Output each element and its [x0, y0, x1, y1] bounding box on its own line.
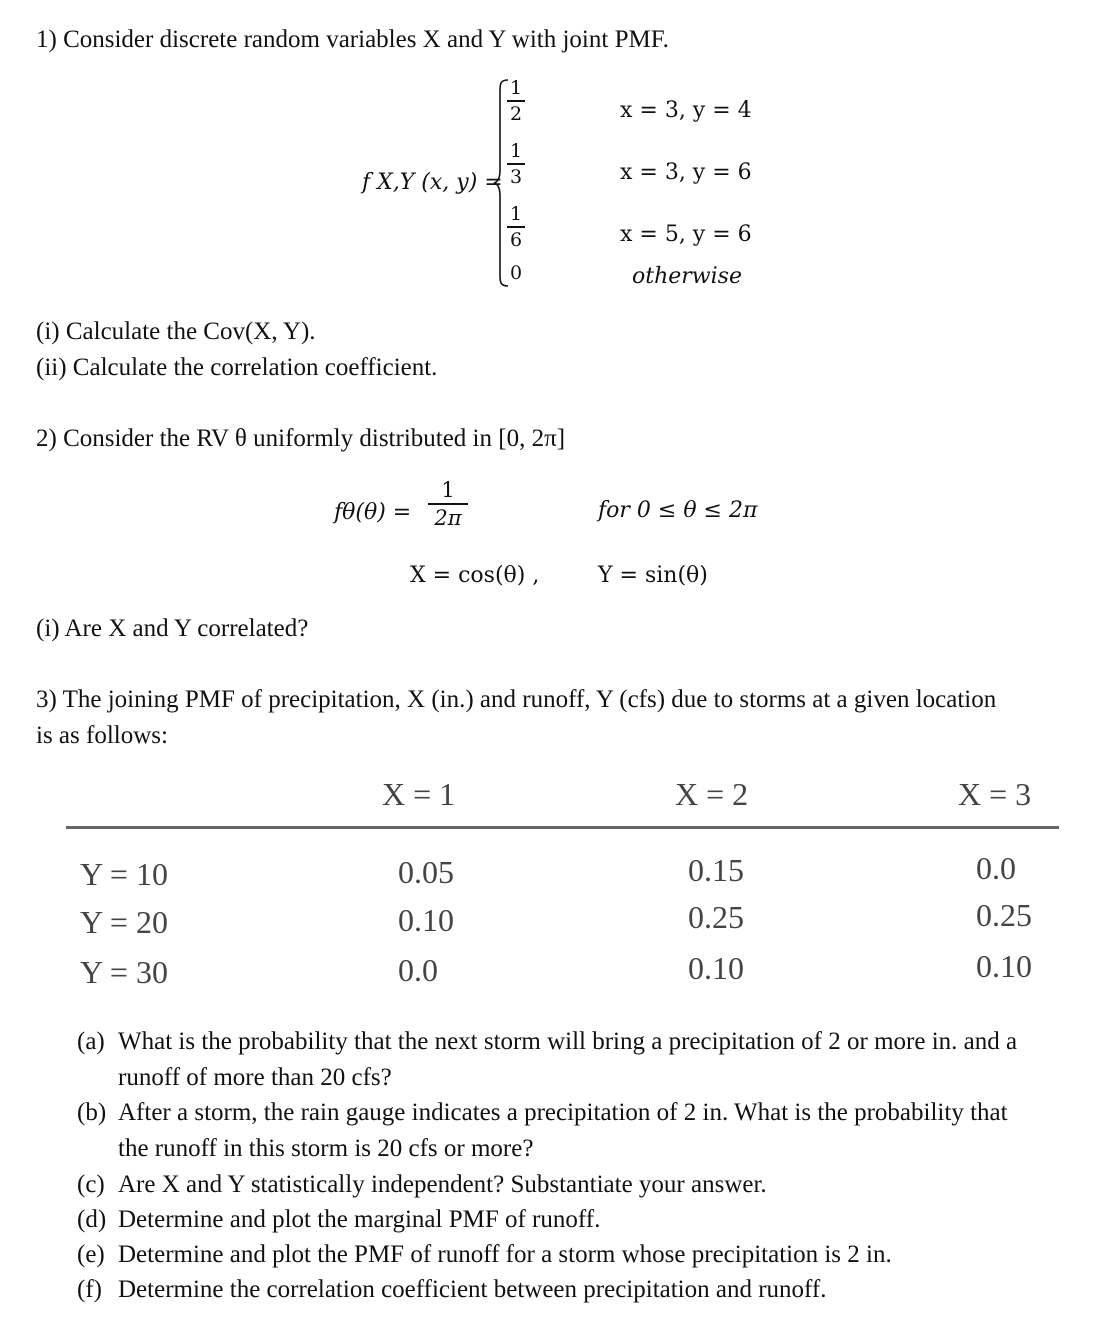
table-col-header: X = 1: [382, 776, 456, 812]
pdf-fraction: [428, 478, 468, 530]
table-row-label: Y = 30: [80, 954, 168, 990]
question-f-tag: (f): [77, 1276, 102, 1303]
problem1-heading: 1) Consider discrete random variables X and Y with joint PMF.: [36, 26, 669, 53]
question-d-line1: Determine and plot the marginal PMF of runoff.: [118, 1206, 601, 1233]
problem3-heading-line1: 3) The joining PMF of precipitation, X (in.) and runoff, Y (cfs) due to storms at a given location: [36, 686, 997, 713]
table-cell: 0.10: [398, 902, 454, 938]
table-cell: 0.25: [688, 899, 744, 935]
table-col-header: X = 2: [675, 776, 749, 812]
table-cell: 0.25: [976, 897, 1032, 933]
case-condition-1: x = 3, y = 4: [620, 98, 752, 123]
question-e-tag: (e): [77, 1241, 105, 1268]
question-b-tag: (b): [77, 1099, 107, 1126]
problem3-heading-line2: is as follows:: [36, 722, 168, 749]
case-1-numerator: 1: [509, 77, 523, 99]
table-cell: 0.10: [688, 950, 744, 986]
x-definition: X = cos(θ) ,: [410, 563, 540, 588]
y-definition: Y = sin(θ): [598, 563, 708, 588]
pdf-denominator: 2π: [434, 505, 462, 530]
question-e-line1: Determine and plot the PMF of runoff for a storm whose precipitation is 2 in.: [118, 1241, 892, 1268]
table-row-label: Y = 10: [80, 856, 168, 892]
case-fraction-3: [507, 203, 525, 251]
joint-pmf-lhs: f X,Y (x, y) =: [362, 170, 503, 195]
question-a-line2: runoff of more than 20 cfs?: [118, 1064, 392, 1091]
case-condition-3: x = 5, y = 6: [620, 222, 752, 247]
case-condition-2: x = 3, y = 6: [620, 160, 752, 185]
problem1-question-i: (i) Calculate the Cov(X, Y).: [36, 318, 316, 345]
question-a-line1: What is the probability that the next storm will bring a precipitation of 2 or more in. and a: [118, 1028, 1018, 1055]
question-d-tag: (d): [77, 1206, 107, 1233]
table-cell: 0.0: [976, 850, 1016, 886]
case-1-denominator: 2: [509, 102, 523, 125]
question-c-tag: (c): [77, 1171, 105, 1198]
table-rule: [66, 826, 1059, 829]
table-cell: 0.15: [688, 852, 744, 888]
problem1-question-ii: (ii) Calculate the correlation coefficient.: [36, 354, 438, 381]
table-cell: 0.05: [398, 854, 454, 890]
case-value-4: 0: [510, 262, 523, 284]
question-a-tag: (a): [77, 1028, 105, 1055]
question-b-line1: After a storm, the rain gauge indicates a precipitation of 2 in. What is the probability that: [118, 1099, 1008, 1126]
table-col-header: X = 3: [958, 776, 1032, 812]
table-row-label: Y = 20: [80, 904, 168, 940]
case-3-numerator: 1: [509, 203, 523, 225]
problem2-question-i: (i) Are X and Y correlated?: [36, 615, 309, 642]
problem2-heading: 2) Consider the RV θ uniformly distributed in [0, 2π]: [36, 425, 566, 452]
table-cell: 0.0: [398, 952, 438, 988]
pdf-condition: for 0 ≤ θ ≤ 2π: [598, 498, 758, 523]
pdf-lhs: fθ(θ) =: [334, 500, 412, 525]
table-cell: 0.10: [976, 948, 1032, 984]
case-fraction-2: [507, 140, 525, 188]
case-condition-4: otherwise: [632, 264, 742, 289]
question-b-line2: the runoff in this storm is 20 cfs or more?: [118, 1135, 534, 1162]
case-2-denominator: 3: [509, 165, 523, 188]
case-2-numerator: 1: [509, 140, 523, 162]
pdf-numerator: 1: [441, 478, 455, 502]
question-c-line1: Are X and Y statistically independent? Substantiate your answer.: [118, 1171, 767, 1198]
question-f-line1: Determine the correlation coefficient between precipitation and runoff.: [118, 1276, 827, 1303]
case-3-denominator: 6: [509, 228, 523, 251]
case-fraction-1: [507, 77, 525, 125]
